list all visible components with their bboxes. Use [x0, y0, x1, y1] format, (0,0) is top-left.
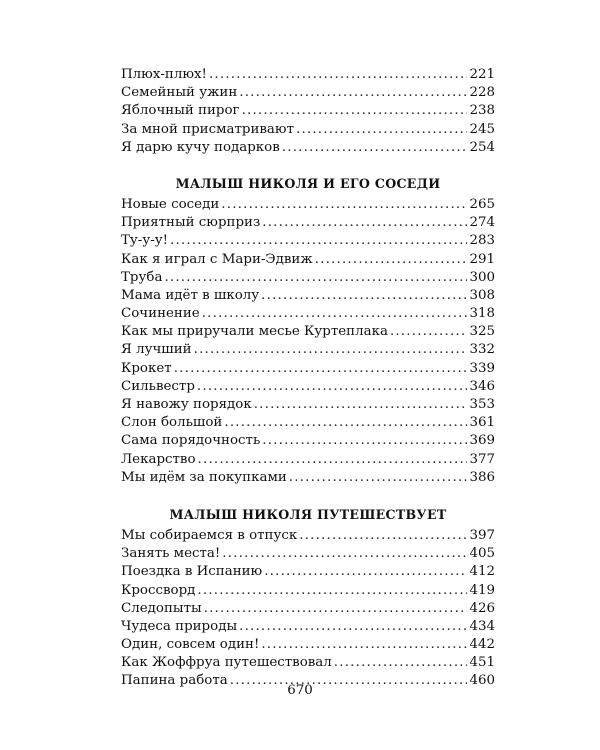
- toc-entry-page: 245: [469, 121, 495, 137]
- toc-entry: [121, 451, 495, 469]
- toc-entry: [121, 121, 495, 139]
- toc-entry-page: 265: [469, 196, 495, 212]
- toc-entry-title: Новые соседи: [121, 196, 220, 212]
- toc-entry-title: Один, совсем один!: [121, 637, 260, 653]
- toc-entry: [121, 84, 495, 102]
- toc-entry: [121, 139, 495, 157]
- toc-entry-title: Семейный ужин: [121, 85, 238, 101]
- dot-leader: [261, 287, 467, 305]
- toc-entry: [121, 251, 495, 269]
- section-heading: МАЛЫШ НИКОЛЯ ПУТЕШЕСТВУЕТ: [169, 506, 447, 522]
- toc-entry-page: 228: [469, 85, 495, 101]
- toc-entry-page: 397: [469, 527, 495, 543]
- dot-leader: [174, 360, 468, 378]
- toc-entry-title: Мы собираемся в отпуск: [121, 527, 298, 543]
- toc-entry-page: 451: [469, 655, 495, 671]
- dot-leader: [264, 563, 467, 581]
- dot-leader: [170, 232, 467, 250]
- toc-entry-page: 346: [469, 378, 495, 394]
- toc-entry-page: 300: [469, 269, 495, 285]
- toc-entry-title: Занять места!: [121, 546, 221, 562]
- toc-entry: [121, 414, 495, 432]
- toc-entry-page: 405: [469, 546, 495, 562]
- toc-entry: [121, 341, 495, 359]
- toc-entry-title: Я лучший: [121, 342, 192, 358]
- toc-entry-title: Я дарю кучу подарков: [121, 139, 280, 155]
- dot-leader: [194, 341, 468, 359]
- table-of-contents: [121, 66, 495, 691]
- toc-entry-page: 377: [469, 451, 495, 467]
- toc-entry-page: 426: [469, 600, 495, 616]
- toc-entry: [121, 600, 495, 618]
- toc-entry-title: Мы идём за покупками: [121, 469, 287, 485]
- dot-leader: [296, 121, 467, 139]
- toc-entry: [121, 396, 495, 414]
- toc-entry-page: 325: [469, 324, 495, 340]
- toc-entry-page: 369: [469, 433, 495, 449]
- dot-leader: [204, 600, 468, 618]
- dot-leader: [282, 139, 468, 157]
- toc-entry: [121, 214, 495, 232]
- dot-leader: [198, 451, 468, 469]
- toc-entry-title: Как я играл с Мари-Эдвиж: [121, 251, 313, 267]
- toc-entry: [121, 469, 495, 487]
- toc-entry-title: Как Жоффруа путешествовал: [121, 655, 332, 671]
- toc-entry-title: Поездка в Испанию: [121, 564, 263, 580]
- dot-leader: [262, 214, 467, 232]
- toc-section: [121, 506, 495, 691]
- dot-leader: [224, 414, 467, 432]
- toc-entry-title: Сильвестр: [121, 378, 195, 394]
- toc-entry-title: Сама порядочность: [121, 433, 261, 449]
- toc-entry: [121, 432, 495, 450]
- toc-entry-title: Мама идёт в школу: [121, 287, 260, 303]
- toc-entry: [121, 323, 495, 341]
- dot-leader: [239, 84, 467, 102]
- toc-entry-title: Лекарство: [121, 451, 196, 467]
- toc-entry-title: Чудеса природы: [121, 618, 238, 634]
- toc-entry-page: 308: [469, 287, 495, 303]
- section-spacer: [121, 157, 495, 175]
- toc-entry-page: 442: [469, 637, 495, 653]
- toc-entry-page: 332: [469, 342, 495, 358]
- toc-entry: [121, 102, 495, 120]
- toc-entry: [121, 527, 495, 545]
- toc-entry-title: Плюх-плюх!: [121, 67, 207, 82]
- toc-entry-page: 318: [469, 306, 495, 322]
- dot-leader: [197, 378, 468, 396]
- toc-entry-title: Следопыты: [121, 600, 202, 616]
- page-number: 670: [287, 683, 313, 698]
- toc-entry-title: Крокет: [121, 360, 172, 376]
- toc-entry: [121, 618, 495, 636]
- toc-entry-page: 386: [469, 469, 495, 485]
- toc-entry: [121, 636, 495, 654]
- toc-entry-title: Я навожу порядок: [121, 397, 252, 412]
- toc-entry: [121, 582, 495, 600]
- toc-entry: [121, 305, 495, 323]
- toc-section: [121, 175, 495, 487]
- dot-leader: [242, 102, 468, 120]
- toc-entry-title: Ту-у-у!: [121, 233, 168, 249]
- toc-entry-title: За мной присматривают: [121, 121, 294, 137]
- toc-entry-page: 419: [469, 582, 495, 598]
- dot-leader: [289, 469, 468, 487]
- toc-entry-title: Кроссворд: [121, 582, 196, 598]
- toc-entry-page: 412: [469, 564, 495, 580]
- dot-leader: [239, 618, 467, 636]
- dot-leader: [254, 396, 468, 414]
- dot-leader: [209, 66, 467, 84]
- dot-leader: [202, 305, 468, 323]
- dot-leader: [221, 196, 467, 214]
- dot-leader: [390, 323, 468, 341]
- toc-entry: [121, 654, 495, 672]
- toc-entry: [121, 360, 495, 378]
- toc-entry-title: Яблочный пирог: [121, 103, 240, 119]
- dot-leader: [334, 654, 468, 672]
- toc-entry: [121, 66, 495, 84]
- toc-entry-title: Слон большой: [121, 415, 223, 431]
- toc-entry: [121, 287, 495, 305]
- dot-leader: [261, 636, 467, 654]
- toc-entry-page: 221: [469, 67, 495, 82]
- toc-entry-page: 460: [469, 673, 495, 689]
- toc-entry: [121, 196, 495, 214]
- toc-entry-title: Сочинение: [121, 306, 200, 322]
- toc-entry-page: 339: [469, 360, 495, 376]
- toc-entry: [121, 232, 495, 250]
- section-spacer: [121, 487, 495, 506]
- dot-leader: [164, 269, 467, 287]
- dot-leader: [299, 527, 467, 545]
- toc-entry: [121, 563, 495, 581]
- toc-entry-title: Как мы приручали месье Куртеплака: [121, 324, 388, 340]
- section-heading: МАЛЫШ НИКОЛЯ И ЕГО СОСЕДИ: [175, 175, 441, 191]
- toc-entry-page: 254: [469, 139, 495, 155]
- toc-entry: [121, 269, 495, 287]
- toc-entry-page: 238: [469, 103, 495, 119]
- toc-section: [121, 66, 495, 157]
- toc-entry-page: 353: [469, 397, 495, 412]
- dot-leader: [222, 545, 467, 563]
- dot-leader: [197, 582, 467, 600]
- toc-entry: [121, 378, 495, 396]
- toc-entry-page: 291: [469, 251, 495, 267]
- toc-entry-page: 274: [469, 215, 495, 231]
- toc-entry: [121, 545, 495, 563]
- toc-entry-title: Труба: [121, 269, 163, 285]
- toc-entry-title: Приятный сюрприз: [121, 215, 261, 231]
- toc-entry-page: 434: [469, 618, 495, 634]
- toc-entry-title: Папина работа: [121, 673, 228, 689]
- toc-entry-page: 361: [469, 415, 495, 431]
- dot-leader: [262, 432, 467, 450]
- dot-leader: [315, 251, 468, 269]
- toc-entry-page: 283: [469, 233, 495, 249]
